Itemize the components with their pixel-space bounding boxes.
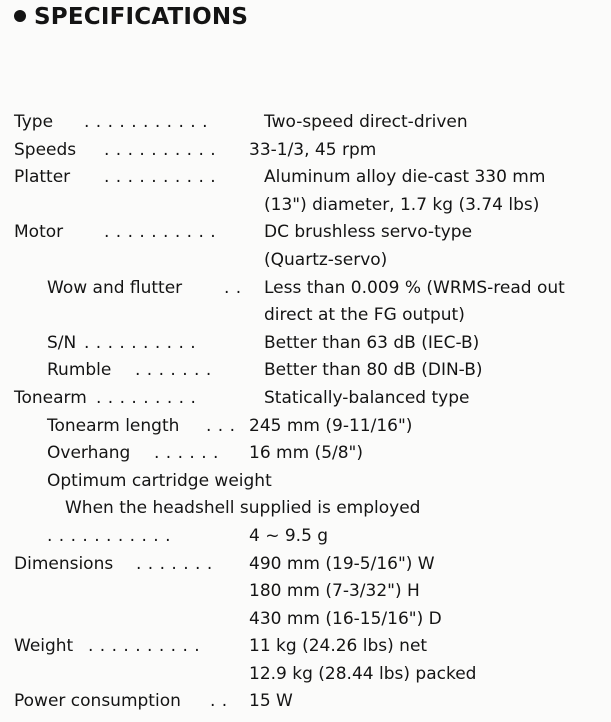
spec-value: Better than 80 dB (DIN-B) <box>264 360 483 381</box>
spec-row-dimensions <box>0 551 611 579</box>
spec-row-speeds <box>0 137 611 165</box>
spec-value: Better than 63 dB (IEC-B) <box>264 332 480 353</box>
spec-row-weight-packed <box>0 661 611 689</box>
spec-value: Statically-balanced type <box>264 387 470 408</box>
spec-leader-dots: . . . . . . <box>154 443 219 464</box>
spec-label: Wow and flutter <box>47 277 183 298</box>
spec-row-tonearm <box>0 385 611 413</box>
spec-value: 180 mm (7-3/32") H <box>249 581 420 602</box>
spec-row-type <box>0 109 611 137</box>
spec-value: 16 mm (5/8") <box>249 443 364 464</box>
spec-value: 11 kg (24.26 lbs) net <box>249 636 428 657</box>
spec-value: 245 mm (9-11/16") <box>249 415 413 436</box>
spec-label: Dimensions <box>14 553 114 574</box>
spec-value: direct at the FG output) <box>264 305 465 326</box>
spec-row-platter <box>0 164 611 192</box>
spec-row-overhang <box>0 440 611 468</box>
spec-value: Aluminum alloy die-cast 330 mm <box>264 167 546 188</box>
spec-leader-dots: . . . . . . . . . . <box>104 167 217 188</box>
spec-row-dimensions-height <box>0 578 611 606</box>
spec-value: (13") diameter, 1.7 kg (3.74 lbs) <box>264 194 540 215</box>
spec-label: Optimum cartridge weight <box>47 470 272 491</box>
spec-value: 33-1/3, 45 rpm <box>249 139 377 160</box>
spec-value: 12.9 kg (28.44 lbs) packed <box>249 663 477 684</box>
spec-leader-dots: . . . . . . . . . . <box>88 636 201 657</box>
spec-label: When the headshell supplied is employed <box>65 498 421 519</box>
spec-label: Weight <box>14 636 74 657</box>
spec-value: 15 W <box>249 691 293 712</box>
spec-row-motor <box>0 219 611 247</box>
spec-row-tonearm-length <box>0 413 611 441</box>
spec-row-motor-continued <box>0 247 611 275</box>
spec-label: Tonearm length <box>47 415 180 436</box>
spec-leader-dots: . . . . . . . <box>136 553 213 574</box>
spec-row-optimum-cartridge-weight <box>0 468 611 496</box>
spec-row-wow-and-flutter <box>0 275 611 303</box>
spec-label: S/N <box>47 332 77 353</box>
spec-value: Less than 0.009 % (WRMS-read out <box>264 277 565 298</box>
spec-leader-dots: . . <box>224 277 242 298</box>
spec-leader-dots: . . . . . . . . . . . <box>47 525 171 546</box>
spec-value: (Quartz-servo) <box>264 249 388 270</box>
spec-heading <box>14 4 248 30</box>
spec-leader-dots: . . <box>210 691 228 712</box>
spec-heading-text: SPECIFICATIONS <box>34 4 249 30</box>
bullet-icon <box>14 10 26 22</box>
spec-table <box>0 109 611 716</box>
spec-value: DC brushless servo-type <box>264 222 473 243</box>
spec-row-sn <box>0 330 611 358</box>
spec-leader-dots: . . . <box>206 415 236 436</box>
spec-label: Type <box>14 112 54 132</box>
spec-row-cartridge-weight-value <box>0 523 611 551</box>
spec-label: Tonearm <box>14 387 87 408</box>
spec-row-platter-continued <box>0 192 611 220</box>
spec-leader-dots: . . . . . . . . . . <box>84 332 197 353</box>
spec-value: 430 mm (16-15/16") D <box>249 608 442 629</box>
spec-label: Rumble <box>47 360 112 381</box>
spec-row-power-consumption <box>0 688 611 716</box>
spec-row-wow-and-flutter-continued <box>0 302 611 330</box>
spec-value: 4 ~ 9.5 g <box>249 525 329 546</box>
spec-leader-dots: . . . . . . . . . . <box>104 139 217 160</box>
spec-leader-dots: . . . . . . . <box>135 360 212 381</box>
spec-leader-dots: . . . . . . . . . . . <box>84 112 208 132</box>
spec-label: Overhang <box>47 443 131 464</box>
spec-row-headshell-note <box>0 495 611 523</box>
spec-value: 490 mm (19-5/16") W <box>249 553 435 574</box>
spec-row-weight <box>0 633 611 661</box>
spec-label: Platter <box>14 167 71 188</box>
spec-leader-dots: . . . . . . . . . . <box>104 222 217 243</box>
spec-label: Power consumption <box>14 691 181 712</box>
spec-row-rumble <box>0 357 611 385</box>
spec-leader-dots: . . . . . . . . . <box>96 387 197 408</box>
spec-label: Speeds <box>14 139 77 160</box>
spec-value: Two-speed direct-driven <box>264 112 468 132</box>
spec-row-dimensions-depth <box>0 606 611 634</box>
spec-label: Motor <box>14 222 64 243</box>
